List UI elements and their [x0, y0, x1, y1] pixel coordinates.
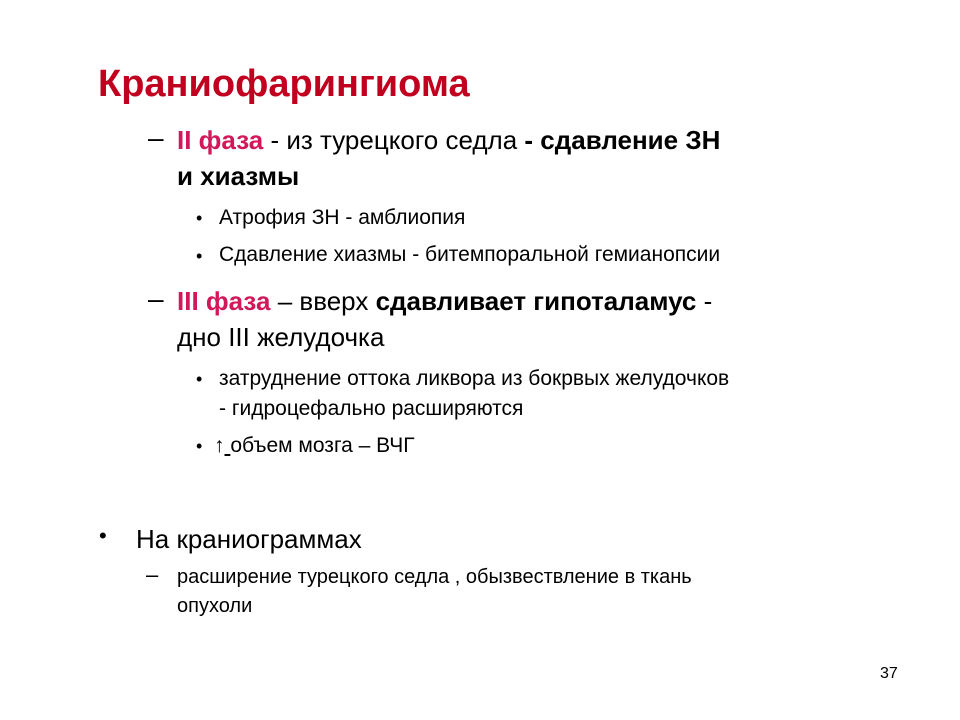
craniograms-sub-line1: расширение турецкого седла , обызвествление в ткань: [177, 566, 692, 588]
phase3-bold-a: сдавливает гипоталамус: [375, 286, 697, 316]
phase2-text-a: - из турецкого седла: [263, 125, 525, 155]
craniograms-label: На краниограммах: [136, 524, 362, 554]
phase3-bullet-1-marker: •: [196, 369, 203, 389]
phase3-bullet-2-marker: •: [196, 436, 203, 456]
phase3-bullet-1-line2: - гидроцефально расширяются: [219, 397, 524, 420]
phase3-dash-marker: –: [148, 283, 164, 314]
phase2-bullet-1-text: Атрофия ЗН - амблиопия: [219, 206, 466, 229]
phase3-bullet-1-line1: затруднение оттока ликвора из бокрвых желудочков: [219, 367, 730, 390]
page-number: 37: [880, 665, 898, 682]
phase3-bullet-2: [214, 431, 415, 461]
phase2-line1: [177, 123, 720, 157]
phase3-bullet-2-text: объем мозга – ВЧГ: [230, 434, 415, 457]
phase3-label: III фаза: [177, 286, 271, 316]
phase2-line2: и хиазмы: [177, 161, 300, 191]
craniograms-sub-line2: опухоли: [177, 595, 253, 617]
phase3-text-a: – вверх: [270, 286, 376, 316]
craniograms-bullet-marker: •: [99, 523, 107, 548]
phase2-bold-a: - сдавление ЗН: [524, 125, 721, 155]
up-arrow-icon: ↑: [214, 434, 225, 457]
phase2-bullet-2-text: Сдавление хиазмы - битемпоральной гемианопсии: [219, 243, 721, 266]
craniograms-sub-marker: –: [146, 562, 159, 587]
phase2-dash-marker: –: [148, 122, 164, 153]
phase3-line1: [177, 284, 712, 318]
phase2-bullet-1-marker: •: [196, 208, 203, 228]
phase2-bullet-2-marker: •: [196, 246, 203, 266]
phase3-text-b: -: [696, 286, 713, 316]
phase3-line2: дно III желудочка: [177, 322, 385, 352]
phase2-label: II фаза: [177, 125, 264, 155]
slide-title: Краниофарингиома: [98, 63, 470, 105]
